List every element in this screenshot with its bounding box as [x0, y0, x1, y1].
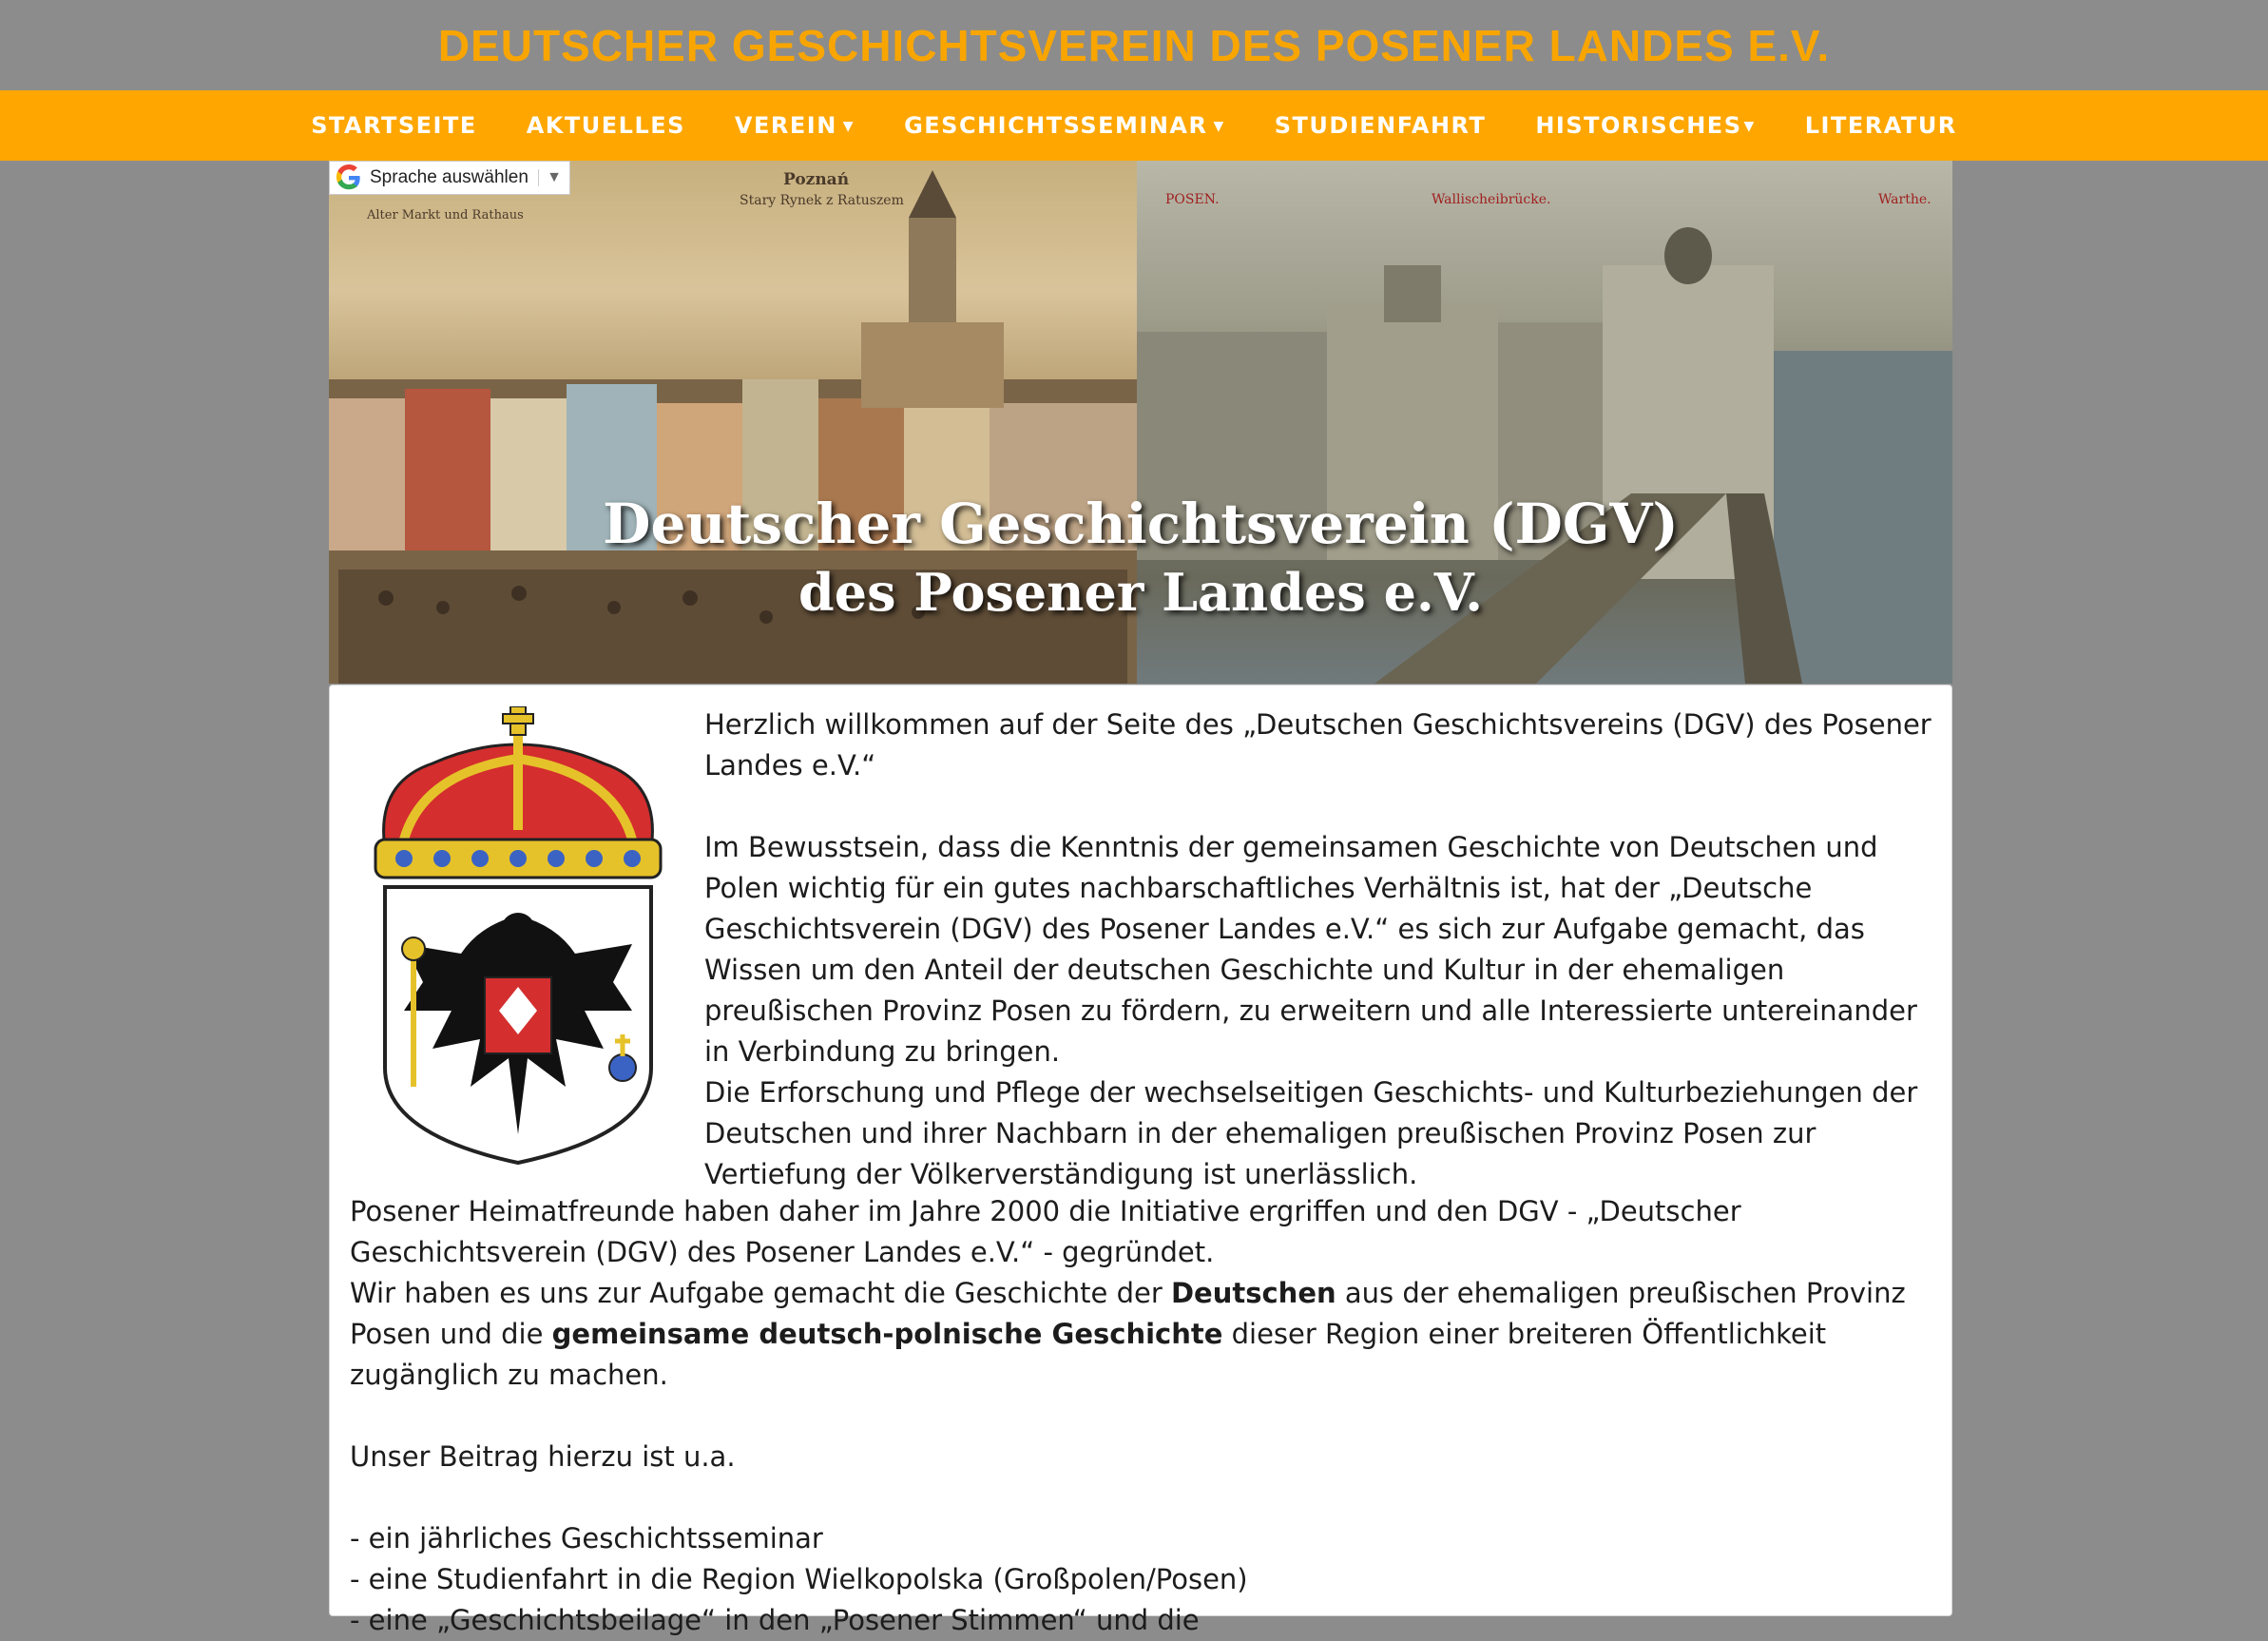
list-item: - eine „Geschichtsbeilage“ in den „Posener Stimmen“ und die	[350, 1604, 1200, 1636]
spacer	[350, 1396, 1932, 1437]
welcome-block	[704, 705, 1932, 1195]
nav-literatur[interactable]	[1780, 112, 1982, 139]
hero-caption-bridge: Wallischeibrücke.	[1432, 192, 1551, 207]
hero-title-line1: Deutscher Geschichtsverein (DGV)	[603, 492, 1679, 556]
hero-caption-river: Warthe.	[1878, 192, 1932, 207]
mission-part-1: Wir haben es uns zur Aufgabe gemacht die Geschichte der	[350, 1277, 1171, 1309]
nav-startseite[interactable]	[286, 112, 502, 139]
mission-bold-deutschen: Deutschen	[1170, 1277, 1336, 1309]
google-icon	[336, 164, 362, 191]
nav-geschichtsseminar[interactable]	[879, 112, 1250, 139]
contribution-intro: Unser Beitrag hierzu ist u.a.	[350, 1440, 736, 1473]
caret-down-icon: ▼	[842, 119, 855, 134]
main-text-block	[350, 1191, 1932, 1641]
nav-aktuelles[interactable]	[502, 112, 710, 139]
nav-label: LITERATUR	[1804, 112, 1957, 139]
main-navbar	[0, 90, 2268, 161]
caret-down-icon: ▼	[1213, 119, 1225, 134]
nav-label: STARTSEITE	[311, 112, 477, 139]
dropdown-arrow-icon: ▼	[538, 169, 562, 186]
nav-historisches[interactable]	[1510, 112, 1779, 139]
mission-part-2: aus der ehemaligen preußischen Provinz Posen und die	[350, 1277, 1906, 1350]
research-text: Die Erforschung und Pflege der wechselseitigen Geschichts- und Kulturbeziehungen der Deutschen und ihrer Nachbarn in der ehemaligen preußischen Provinz Posen zur Vertiefung der Völkerverständigung ist unerlässlich.	[704, 1076, 1918, 1190]
spacer	[350, 1477, 1932, 1518]
hero-caption-sub: Stary Rynek z Ratuszem	[740, 193, 904, 208]
hero-banner	[329, 161, 1952, 684]
spacer	[704, 786, 1932, 827]
nav-label: GESCHICHTSSEMINAR	[904, 112, 1208, 139]
language-selector-label: Sprache auswählen	[370, 167, 529, 187]
nav-studienfahrt[interactable]	[1250, 112, 1511, 139]
welcome-text: Herzlich willkommen auf der Seite des „Deutschen Geschichtsvereins (DGV) des Posener Landes e.V.“	[704, 708, 1932, 782]
nav-label: HISTORISCHES	[1535, 112, 1742, 139]
main-content	[329, 685, 1952, 1636]
nav-label: STUDIENFAHRT	[1274, 112, 1487, 139]
nav-label: VEREIN	[734, 112, 837, 139]
list-item: - eine Studienfahrt in die Region Wielkopolska (Großpolen/Posen)	[350, 1563, 1248, 1595]
mission-part-3: dieser Region einer breiteren Öffentlichkeit zugänglich zu machen.	[350, 1318, 1827, 1391]
list-item: - ein jährliches Geschichtsseminar	[350, 1522, 823, 1554]
nav-verein[interactable]	[710, 112, 879, 139]
mission-text	[350, 1273, 1932, 1396]
site-title[interactable]: DEUTSCHER GESCHICHTSVEREIN DES POSENER LANDES E.V.	[437, 20, 1831, 70]
hero-caption-corner: Alter Markt und Rathaus	[367, 208, 524, 222]
coat-of-arms-posen-image	[347, 706, 689, 1172]
intro-text: Im Bewusstsein, dass die Kenntnis der gemeinsamen Geschichte von Deutschen und Polen wichtig für ein gutes nachbarschaftliches Verhältnis ist, hat der „Deutsche Geschichtsverein (DGV) des Posener Landes e.V.“ es sich zur Aufgabe gemacht, das Wissen um den Anteil der deutschen Geschichte und Kultur in der ehemaligen preußischen Provinz Posen zu fördern, zu erweitern und alle Interessierte untereinander in Verbindung zu bringen.	[704, 831, 1917, 1068]
language-selector[interactable]	[329, 161, 570, 195]
founding-text: Posener Heimatfreunde haben daher im Jahre 2000 die Initiative ergriffen und den DGV - „Deutscher Geschichtsverein (DGV) des Posener Landes e.V.“ - gegründet.	[350, 1195, 1741, 1268]
mission-bold-shared-history: gemeinsame deutsch-polnische Geschichte	[551, 1318, 1223, 1350]
hero-caption-city: Poznań	[783, 170, 850, 189]
caret-down-icon: ▼	[1743, 119, 1756, 134]
hero-caption-posen: POSEN.	[1165, 192, 1220, 207]
hero-title-line2: des Posener Landes e.V.	[798, 562, 1484, 623]
nav-label: AKTUELLES	[526, 112, 685, 139]
